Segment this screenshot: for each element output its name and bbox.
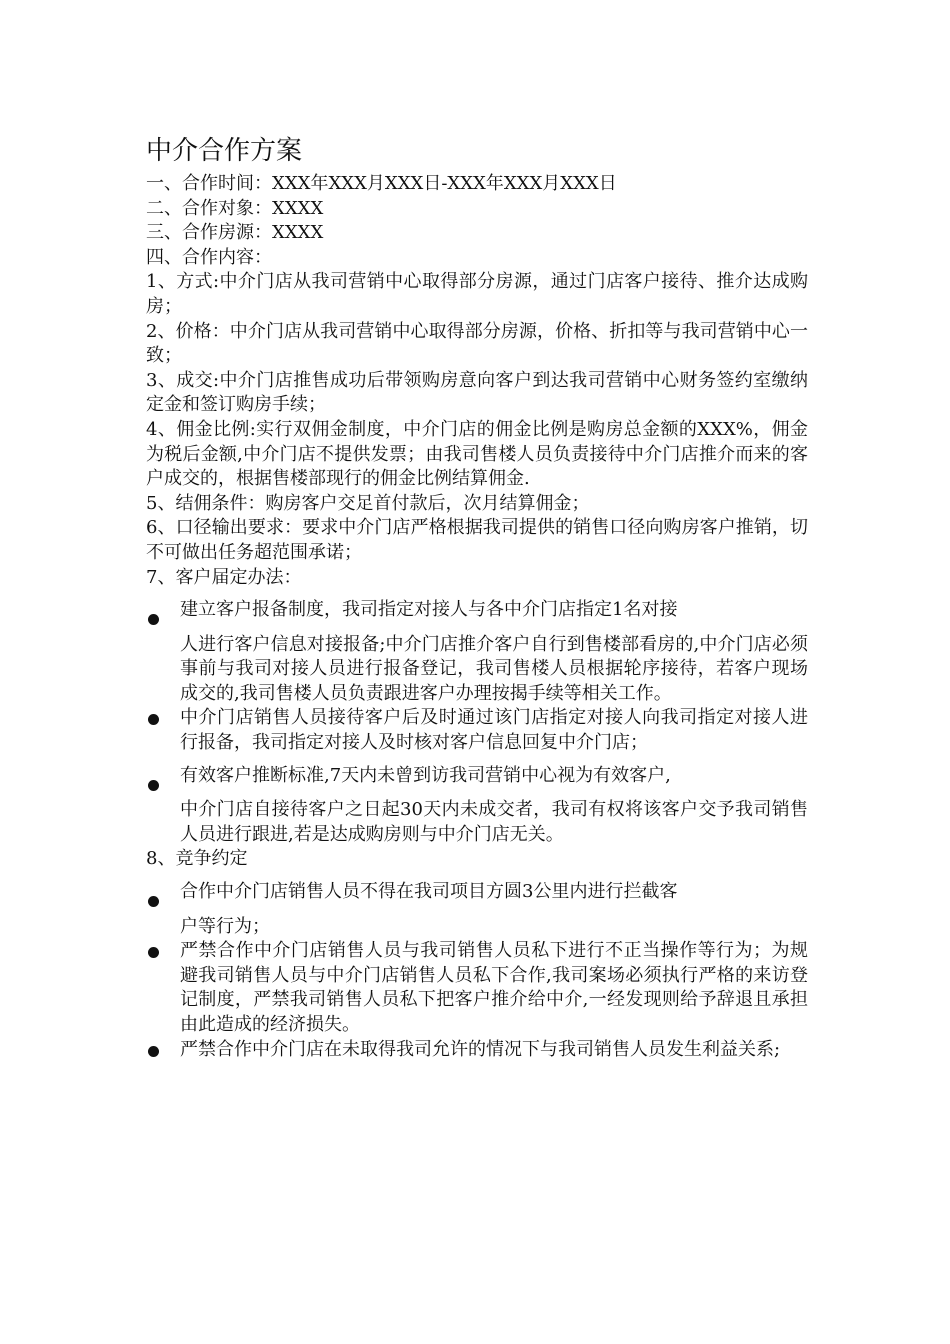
list-item bbox=[146, 598, 808, 706]
item-method: 1、方式:中介门店从我司营销中心取得部分房源，通过门店客户接待、推介达成购房； bbox=[146, 271, 808, 317]
list-item-first-line: 中介门店销售人员接待客户后及时通过该门店指定对接人向我司指定对接人进行报备，我司指定对接人及时核对客户信息回复中介门店； bbox=[180, 707, 808, 754]
section-cooperation-content: 四、合作内容： bbox=[146, 246, 272, 268]
section-cooperation-property: 三、合作房源：XXXX bbox=[146, 222, 324, 244]
bullet-icon bbox=[148, 780, 159, 791]
document-title: 中介合作方案 bbox=[146, 136, 303, 166]
item-payment-condition: 5、结佣条件：购房客户交足首付款后，次月结算佣金； bbox=[146, 492, 590, 514]
document-page bbox=[146, 134, 808, 1062]
list-item-rest: 人进行客户信息对接报备;中介门店推介客户自行到售楼部看房的,中介门店必须事前与我司对接人员进行报备登记，我司售楼人员根据轮序接待，若客户现场成交的,我司售楼人员负责跟进客户办理按揭手续等相关工作。 bbox=[180, 633, 808, 704]
item-deal: 3、成交:中介门店推售成功后带领购房意向客户到达我司营销中心财务签约室缴纳定金和签订购房手续； bbox=[146, 369, 808, 416]
list-item-first-line: 合作中介门店销售人员不得在我司项目方圆3公里内进行拦截客 bbox=[180, 881, 678, 903]
list-item-first-line: 严禁合作中介门店销售人员与我司销售人员私下进行不正当操作等行为；为规避我司销售人员与中介门店销售人员私下合作,我司案场必须执行严格的来访登记制度，严禁我司销售人员私下把客户推介给中介,一经发现则给予辞退且承担由此造成的经济损失。 bbox=[180, 940, 808, 1035]
list-item bbox=[146, 706, 808, 755]
bullet-icon bbox=[148, 947, 159, 958]
list-item bbox=[146, 880, 808, 939]
list-item-rest: 户等行为； bbox=[180, 915, 270, 937]
bullet-icon bbox=[148, 614, 159, 625]
bullet-icon bbox=[148, 1046, 159, 1057]
list-item-first-line: 建立客户报备制度，我司指定对接人与各中介门店指定1名对接 bbox=[180, 599, 678, 621]
item-messaging-requirement: 6、口径输出要求：要求中介门店严格根据我司提供的销售口径向购房客户推销，切不可做出任务超范围承诺； bbox=[146, 517, 808, 563]
list-item-first-line: 有效客户推断标准,7天内未曾到访我司营销中心视为有效客户, bbox=[180, 764, 671, 786]
section-cooperation-time: 一、合作时间：XXX年XXX月XXX日-XXX年XXX月XXX日 bbox=[146, 173, 617, 194]
list-item-rest: 中介门店自接待客户之日起30天内未成交者，我司有权将该客户交予我司销售人员进行跟进,若是达成购房则与中介门店无关。 bbox=[180, 799, 808, 845]
bullet-icon bbox=[148, 896, 159, 907]
list-item bbox=[146, 939, 808, 1037]
list-item bbox=[146, 1038, 808, 1063]
competition-list bbox=[146, 880, 808, 1062]
bullet-icon bbox=[148, 714, 159, 725]
list-item-first-line: 严禁合作中介门店在未取得我司允许的情况下与我司销售人员发生利益关系; bbox=[180, 1038, 781, 1060]
item-competition: 8、竞争约定 bbox=[146, 848, 248, 870]
item-commission: 4、佣金比例:实行双佣金制度，中介门店的佣金比例是购房总金额的XXX%，佣金为税后金额,中介门店不提供发票；由我司售楼人员负责接待中介门店推介而来的客户成交的，根据售楼部现行的佣金比例结算佣金. bbox=[146, 418, 808, 490]
item-price: 2、价格：中介门店从我司营销中心取得部分房源，价格、折扣等与我司营销中心一致； bbox=[146, 320, 808, 367]
item-client-definition: 7、客户届定办法： bbox=[146, 566, 302, 588]
list-item bbox=[146, 764, 808, 848]
client-definition-list bbox=[146, 598, 808, 847]
section-cooperation-party: 二、合作对象：XXXX bbox=[146, 197, 324, 219]
